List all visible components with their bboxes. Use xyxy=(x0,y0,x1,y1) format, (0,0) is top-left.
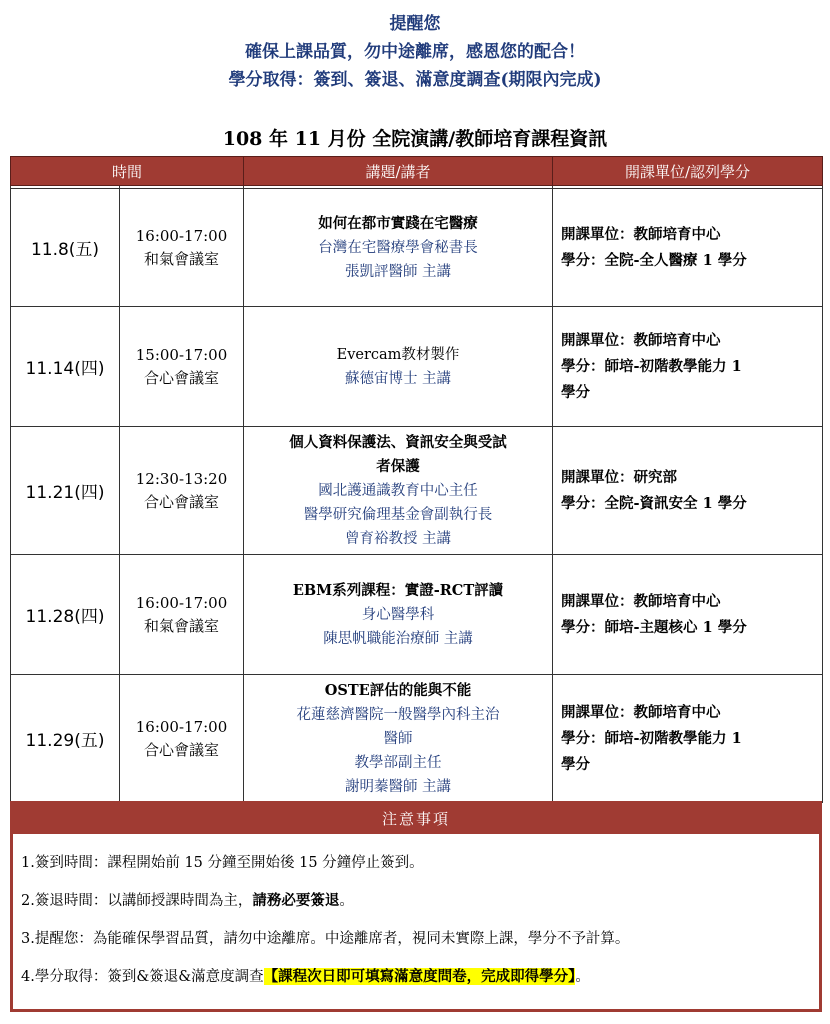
reminder-header xyxy=(0,10,830,94)
table-row xyxy=(11,427,823,555)
time-range: 16:00-17:00 xyxy=(135,226,228,245)
table-row xyxy=(11,675,823,803)
topic-title: 如何在都市實踐在宅醫療 xyxy=(318,214,478,232)
header-topic: 講題/講者 xyxy=(244,157,553,186)
topic-title: EBM系列課程：實證-RCT評讀 xyxy=(292,581,504,599)
notice-item-2-bold: 請務必要簽退 xyxy=(252,892,340,909)
row-unit xyxy=(553,189,823,307)
table-row xyxy=(11,307,823,427)
row-unit xyxy=(553,555,823,675)
speaker-line: 身心醫學科 xyxy=(361,606,435,623)
schedule-table xyxy=(10,156,823,803)
reminder-line-2: 確保上課品質，勿中途離席，感恩您的配合！ xyxy=(245,42,585,62)
table-row xyxy=(11,555,823,675)
notice-body xyxy=(13,834,819,996)
row-topic xyxy=(244,189,553,307)
notice-item-4-text: 4.學分取得：簽到&簽退&滿意度調查 xyxy=(21,969,264,985)
unit-line: 開課單位：教師培育中心 xyxy=(561,592,721,610)
topic-title: OSTE評估的能與不能 xyxy=(324,681,472,699)
unit-line: 開課單位：教師培育中心 xyxy=(561,331,721,349)
row-unit xyxy=(553,307,823,427)
speaker-line: 陳思帆職能治療師 主講 xyxy=(323,630,473,647)
time-range: 15:00-17:00 xyxy=(135,345,228,364)
row-time xyxy=(120,675,244,803)
speaker-line: 花蓮慈濟醫院一般醫學內科主治 xyxy=(296,706,500,723)
speaker-line: 蘇德宙博士 主講 xyxy=(344,370,452,387)
speaker-line: 國北護通識教育中心主任 xyxy=(318,482,478,499)
row-date: 11.28(四) xyxy=(11,555,120,675)
reminder-line-1: 提醒您 xyxy=(389,14,441,34)
time-range: 16:00-17:00 xyxy=(135,593,228,612)
unit-line: 開課單位：研究部 xyxy=(561,468,678,486)
row-unit xyxy=(553,675,823,803)
credit-line: 學分：全院-全人醫療 1 學分 xyxy=(561,251,747,269)
reminder-line-3: 學分取得：簽到、簽退、滿意度調查(期限內完成) xyxy=(228,70,602,90)
time-range: 16:00-17:00 xyxy=(135,717,228,736)
room-name: 合心會議室 xyxy=(144,368,220,387)
notice-item-4 xyxy=(21,958,819,996)
header-time: 時間 xyxy=(11,157,244,186)
credit-line: 學分：師培-初階教學能力 1 xyxy=(561,729,742,747)
row-topic xyxy=(244,675,553,803)
speaker-line: 謝明蓁醫師 主講 xyxy=(344,778,452,795)
room-name: 合心會議室 xyxy=(144,492,220,511)
page-title: 108 年 11 月份 全院演講/教師培育課程資訊 xyxy=(222,128,608,150)
row-time xyxy=(120,427,244,555)
row-unit xyxy=(553,427,823,555)
room-name: 和氣會議室 xyxy=(144,616,220,635)
credit-line: 學分 xyxy=(561,383,591,401)
unit-line: 開課單位：教師培育中心 xyxy=(561,703,721,721)
credit-line: 學分：全院-資訊安全 1 學分 xyxy=(561,494,747,512)
speaker-line: 張凱評醫師 主講 xyxy=(344,263,452,280)
room-name: 和氣會議室 xyxy=(144,249,220,268)
row-date: 11.14(四) xyxy=(11,307,120,427)
table-row xyxy=(11,189,823,307)
row-date: 11.29(五) xyxy=(11,675,120,803)
table-header-row xyxy=(11,157,823,186)
notice-item-2-text: 2.簽退時間：以講師授課時間為主， xyxy=(21,893,253,909)
notice-item-1: 1.簽到時間：課程開始前 15 分鐘至開始後 15 分鐘停止簽到。 xyxy=(21,855,424,871)
row-date: 11.21(四) xyxy=(11,427,120,555)
notice-item-4-end: 。 xyxy=(575,969,590,985)
topic-title: Evercam教材製作 xyxy=(336,346,460,363)
notice-box xyxy=(10,801,822,1012)
notice-item-4-highlight: 【課程次日即可填寫滿意度問卷，完成即得學分】 xyxy=(263,968,576,985)
notice-title: 注意事項 xyxy=(13,804,819,834)
credit-line: 學分：師培-主題核心 1 學分 xyxy=(561,618,747,636)
topic-title: 個人資料保護法、資訊安全與受試 xyxy=(289,433,507,451)
credit-line: 學分 xyxy=(561,755,591,773)
unit-line: 開課單位：教師培育中心 xyxy=(561,225,721,243)
speaker-line: 台灣在宅醫療學會秘書長 xyxy=(318,239,478,256)
row-date: 11.8(五) xyxy=(11,189,120,307)
notice-item-2 xyxy=(21,882,819,920)
row-time xyxy=(120,307,244,427)
speaker-line: 醫學研究倫理基金會副執行長 xyxy=(303,506,493,523)
notice-item-2-end: 。 xyxy=(339,893,354,909)
header-unit: 開課單位/認列學分 xyxy=(553,157,823,186)
speaker-line: 曾育裕教授 主講 xyxy=(344,530,452,547)
row-time xyxy=(120,555,244,675)
row-topic xyxy=(244,427,553,555)
topic-title: 者保護 xyxy=(376,457,420,475)
notice-item-3: 3.提醒您：為能確保學習品質，請勿中途離席。中途離席者，視同未實際上課，學分不予計算。 xyxy=(21,931,630,947)
row-topic xyxy=(244,555,553,675)
row-topic xyxy=(244,307,553,427)
credit-line: 學分：師培-初階教學能力 1 xyxy=(561,357,742,375)
speaker-line: 醫師 xyxy=(383,730,413,747)
room-name: 合心會議室 xyxy=(144,740,220,759)
speaker-line: 教學部副主任 xyxy=(354,754,442,771)
row-time xyxy=(120,189,244,307)
time-range: 12:30-13:20 xyxy=(135,469,228,488)
